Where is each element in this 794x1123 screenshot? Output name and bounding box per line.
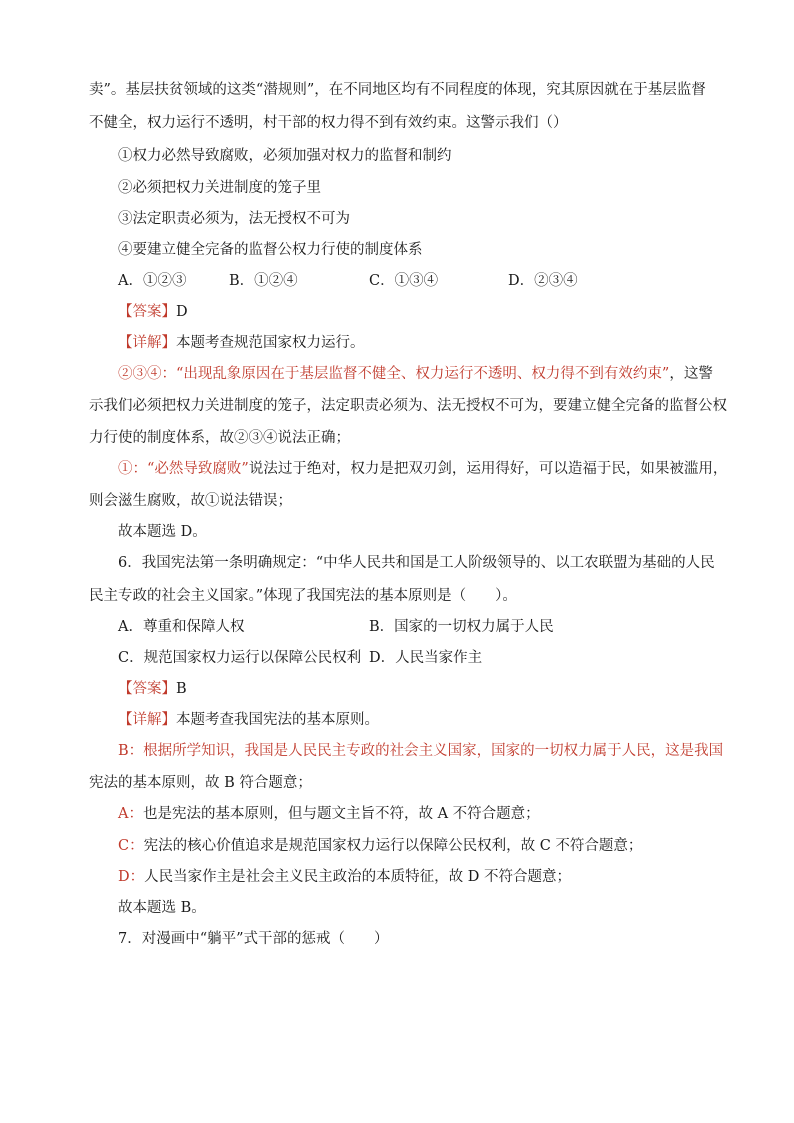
q6-explanation-c	[118, 836, 642, 856]
option-label: A：	[118, 806, 143, 822]
q6-option-c: C．规范国家权力运行以保障公民权利	[118, 650, 362, 666]
q5-item-1: ①权力必然导致腐败，必须加强对权力的监督和制约	[118, 148, 452, 164]
q5-explanation-2-line2: 则会滋生腐败，故①说法错误；	[89, 493, 292, 509]
q6-stem-line2: 民主专政的社会主义国家。”体现了我国宪法的基本原则是（ ）。	[89, 588, 517, 604]
q5-option-d: D．②③④	[508, 273, 578, 289]
explanation-text: 人民当家作主是社会主义民主政治的本质特征，故 D 不符合题意；	[144, 869, 571, 885]
answer-label: 【答案】	[118, 304, 176, 320]
q6-explanation-b-line2: 宪法的基本原则，故 B 符合题意；	[89, 775, 312, 791]
q5-item-3: ③法定职责必须为，法无授权不可为	[118, 211, 350, 227]
q5-explanation-1-line3: 力行使的制度体系，故②③④说法正确；	[89, 430, 350, 446]
answer-value: B	[176, 681, 187, 697]
option-label: C：	[118, 838, 144, 854]
q5-explanation-2	[118, 459, 727, 479]
quoted-phrase: ②③④：“出现乱象原因在于基层监督不健全、权力运行不透明、权力得不到有效约束”	[118, 366, 670, 382]
q5-conclusion: 故本题选 D。	[118, 524, 207, 540]
detail-label: 【详解】	[118, 335, 176, 351]
q5-detail	[118, 333, 365, 353]
option-label: D：	[118, 869, 145, 885]
detail-text: 本题考查我国宪法的基本原则。	[176, 712, 379, 728]
q5-option-c: C．①③④	[369, 273, 439, 289]
explanation-text: 说法过于绝对，权力是把双刃剑，运用得好，可以造福于民，如果被滥用，	[248, 461, 728, 477]
q5-option-b: B．①②④	[229, 273, 298, 289]
q6-stem-line1: 6．我国宪法第一条明确规定：“中华人民共和国是工人阶级领导的、以工农联盟为基础的人民	[118, 555, 715, 571]
explanation-text: 也是宪法的基本原则，但与题文主旨不符，故 A 不符合题意；	[142, 806, 540, 822]
q6-answer	[118, 679, 187, 699]
q7-stem: 7．对漫画中“躺平”式干部的惩戒（ ）	[118, 931, 389, 947]
answer-value: D	[176, 304, 188, 320]
q5-option-a: A．①②③	[118, 273, 187, 289]
q5-answer	[118, 302, 188, 322]
detail-label: 【详解】	[118, 712, 176, 728]
q6-option-d: D．人民当家作主	[369, 650, 483, 666]
quoted-phrase: ①：“必然导致腐败”	[118, 461, 249, 477]
q6-conclusion: 故本题选 B。	[118, 900, 206, 916]
q5-stem-line1: 卖”。基层扶贫领域的这类“潜规则”，在不同地区均有不同程度的体现，究其原因就在于基层监督	[89, 82, 706, 98]
explanation-text: ，这警	[669, 366, 713, 382]
detail-text: 本题考查规范国家权力运行。	[176, 335, 365, 351]
q6-explanation-a	[118, 804, 540, 824]
q5-item-2: ②必须把权力关进制度的笼子里	[118, 180, 321, 196]
q5-explanation-1-line2: 示我们必须把权力关进制度的笼子，法定职责必须为、法无授权不可为，要建立健全完备的监督公权	[89, 398, 727, 414]
q6-explanation-b-line1	[118, 741, 723, 761]
explanation-text: 宪法的核心价值追求是规范国家权力运行以保障公民权利，故 C 不符合题意；	[143, 838, 643, 854]
explanation-text: B：根据所学知识，我国是人民民主专政的社会主义国家，国家的一切权力属于人民，这是我国	[118, 743, 724, 759]
q5-item-4: ④要建立健全完备的监督公权力行使的制度体系	[118, 242, 423, 258]
q5-stem-line2: 不健全，权力运行不透明，村干部的权力得不到有效约束。这警示我们（）	[89, 115, 568, 131]
q6-option-b: B．国家的一切权力属于人民	[369, 619, 554, 635]
answer-label: 【答案】	[118, 681, 176, 697]
q6-detail	[118, 710, 379, 730]
q6-option-a: A．尊重和保障人权	[118, 619, 245, 635]
q6-explanation-d	[118, 867, 571, 887]
q5-explanation-1	[118, 364, 713, 384]
